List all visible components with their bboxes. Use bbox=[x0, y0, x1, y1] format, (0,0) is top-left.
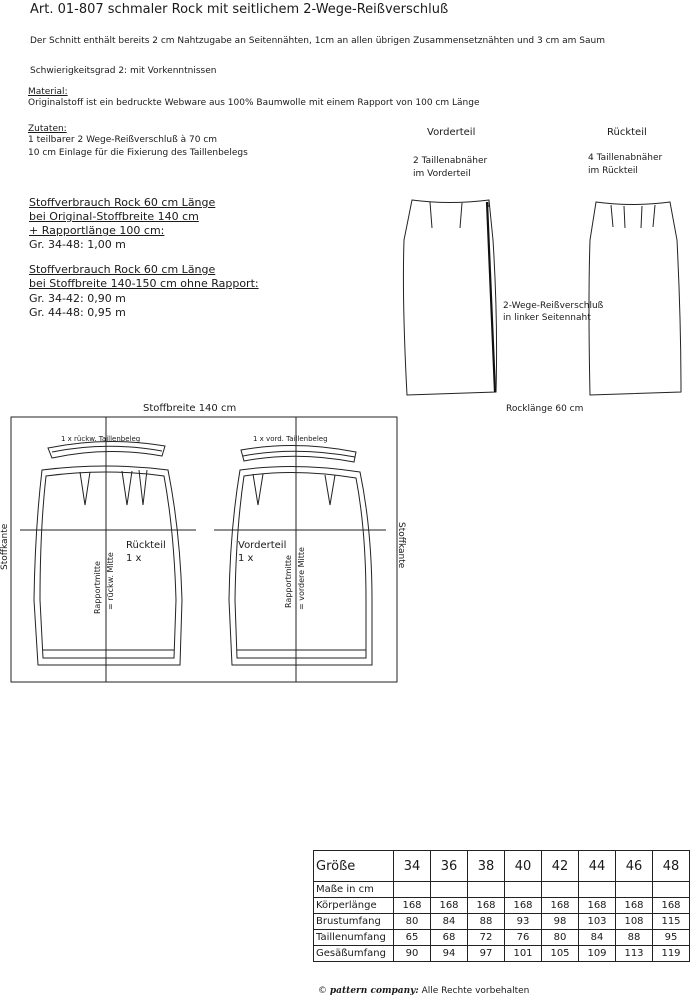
size-table bbox=[313, 850, 690, 962]
notion-item: 10 cm Einlage für die Fixierung des Taillenbelegs bbox=[28, 148, 248, 158]
sketch-back-label: Rückteil bbox=[607, 127, 647, 138]
table-cell: 80 bbox=[394, 914, 431, 930]
table-cell: 90 bbox=[394, 946, 431, 962]
table-cell: 94 bbox=[431, 946, 468, 962]
size-header-label: Größe bbox=[314, 851, 394, 882]
usage-value: Gr. 44-48: 0,95 m bbox=[29, 306, 126, 319]
table-cell: 108 bbox=[616, 914, 653, 930]
row-label: Gesäßumfang bbox=[314, 946, 394, 962]
front-skirt-sketch bbox=[403, 200, 496, 395]
table-cell: 95 bbox=[653, 930, 690, 946]
size-header-row bbox=[314, 851, 690, 882]
size-col: 44 bbox=[579, 851, 616, 882]
table-cell: 168 bbox=[394, 898, 431, 914]
table-row bbox=[314, 930, 690, 946]
sketch-front-label: Vorderteil bbox=[427, 127, 476, 138]
row-label: Taillenumfang bbox=[314, 930, 394, 946]
size-col: 40 bbox=[505, 851, 542, 882]
table-cell: 168 bbox=[542, 898, 579, 914]
table-cell: 168 bbox=[616, 898, 653, 914]
row-label: Brustumfang bbox=[314, 914, 394, 930]
table-cell: 168 bbox=[579, 898, 616, 914]
table-cell: 101 bbox=[505, 946, 542, 962]
table-cell: 115 bbox=[653, 914, 690, 930]
unit-row bbox=[314, 882, 690, 898]
footer bbox=[318, 986, 529, 996]
usage-value: Gr. 34-48: 1,00 m bbox=[29, 238, 126, 251]
usage-condition: + Rapportlänge 100 cm: bbox=[29, 224, 165, 237]
notions-heading: Zutaten: bbox=[28, 124, 67, 134]
usage-value: Gr. 34-42: 0,90 m bbox=[29, 292, 126, 305]
table-cell: 68 bbox=[431, 930, 468, 946]
zipper-note: 2-Wege-Reißverschluß bbox=[503, 301, 604, 311]
back-piece-label: Rückteil bbox=[126, 540, 166, 551]
table-cell: 113 bbox=[616, 946, 653, 962]
front-facing-piece bbox=[241, 445, 356, 462]
table-cell: 72 bbox=[468, 930, 505, 946]
back-facing-label: 1 x rückw. Taillenbeleg bbox=[61, 435, 141, 443]
size-col: 42 bbox=[542, 851, 579, 882]
fabric-width-label: Stoffbreite 140 cm bbox=[143, 403, 237, 414]
material-heading: Material: bbox=[28, 87, 68, 97]
front-facing-label: 1 x vord. Taillenbeleg bbox=[253, 435, 328, 443]
fabric-layout-frame bbox=[11, 417, 397, 682]
table-cell: 168 bbox=[431, 898, 468, 914]
unit-label: Maße in cm bbox=[314, 882, 394, 898]
row-label: Körperlänge bbox=[314, 898, 394, 914]
table-cell: 109 bbox=[579, 946, 616, 962]
front-pattern-piece bbox=[214, 466, 386, 665]
seam-allowance-note: Der Schnitt enthält bereits 2 cm Nahtzugabe an Seitennähten, 1cm an allen übrigen Zusammensetznähten und 3 cm am Saum bbox=[30, 36, 605, 46]
size-col: 34 bbox=[394, 851, 431, 882]
copyright-symbol: © bbox=[318, 986, 327, 996]
table-cell: 88 bbox=[468, 914, 505, 930]
front-center-label: = vordere Mitte bbox=[297, 547, 306, 610]
material-text: Originalstoff ist ein bedruckte Webware aus 100% Baumwolle mit einem Rapport von 100 cm Länge bbox=[28, 98, 480, 108]
front-center-label: Rapportmitte bbox=[284, 555, 293, 608]
front-dart-note: 2 Taillenabnäher bbox=[413, 156, 488, 166]
table-cell: 93 bbox=[505, 914, 542, 930]
back-dart-note: 4 Taillenabnäher bbox=[588, 153, 663, 163]
rights-text: Alle Rechte vorbehalten bbox=[421, 986, 530, 996]
usage-condition: bei Stoffbreite 140-150 cm ohne Rapport: bbox=[29, 277, 259, 290]
table-cell: 97 bbox=[468, 946, 505, 962]
front-piece-count: 1 x bbox=[238, 553, 254, 564]
brand-name: pattern company: bbox=[329, 986, 419, 996]
back-skirt-sketch bbox=[589, 202, 681, 395]
table-cell: 76 bbox=[505, 930, 542, 946]
back-center-label: Rapportmitte bbox=[93, 561, 102, 614]
table-cell: 84 bbox=[579, 930, 616, 946]
usage-condition: bei Original-Stoffbreite 140 cm bbox=[29, 210, 199, 223]
table-cell: 168 bbox=[505, 898, 542, 914]
document-title: Art. 01-807 schmaler Rock mit seitlichem 2-Wege-Reißverschluß bbox=[30, 2, 449, 17]
size-col: 46 bbox=[616, 851, 653, 882]
zipper-note: in linker Seitennaht bbox=[503, 313, 591, 323]
usage-heading: Stoffverbrauch Rock 60 cm Länge bbox=[29, 196, 216, 209]
selvage-label-left: Stoffkante bbox=[0, 523, 10, 570]
table-row bbox=[314, 914, 690, 930]
table-cell: 65 bbox=[394, 930, 431, 946]
front-dart-note: im Vorderteil bbox=[413, 169, 471, 179]
notion-item: 1 teilbarer 2 Wege-Reißverschluß à 70 cm bbox=[28, 135, 218, 145]
table-cell: 103 bbox=[579, 914, 616, 930]
table-cell: 80 bbox=[542, 930, 579, 946]
back-piece-count: 1 x bbox=[126, 553, 142, 564]
table-cell: 88 bbox=[616, 930, 653, 946]
size-col: 48 bbox=[653, 851, 690, 882]
difficulty-level: Schwierigkeitsgrad 2: mit Vorkenntnissen bbox=[30, 66, 217, 76]
table-cell: 84 bbox=[431, 914, 468, 930]
usage-heading: Stoffverbrauch Rock 60 cm Länge bbox=[29, 263, 216, 276]
front-piece-label: Vorderteil bbox=[238, 540, 287, 551]
selvage-label-right: Stoffkante bbox=[396, 522, 406, 569]
size-col: 36 bbox=[431, 851, 468, 882]
table-row bbox=[314, 946, 690, 962]
skirt-length-label: Rocklänge 60 cm bbox=[506, 404, 584, 414]
back-pattern-piece bbox=[20, 466, 196, 665]
back-dart-note: im Rückteil bbox=[588, 166, 638, 176]
table-cell: 98 bbox=[542, 914, 579, 930]
table-cell: 119 bbox=[653, 946, 690, 962]
table-cell: 168 bbox=[653, 898, 690, 914]
table-cell: 168 bbox=[468, 898, 505, 914]
back-center-label: = rückw. Mitte bbox=[106, 552, 115, 610]
size-col: 38 bbox=[468, 851, 505, 882]
table-cell: 105 bbox=[542, 946, 579, 962]
table-row bbox=[314, 898, 690, 914]
